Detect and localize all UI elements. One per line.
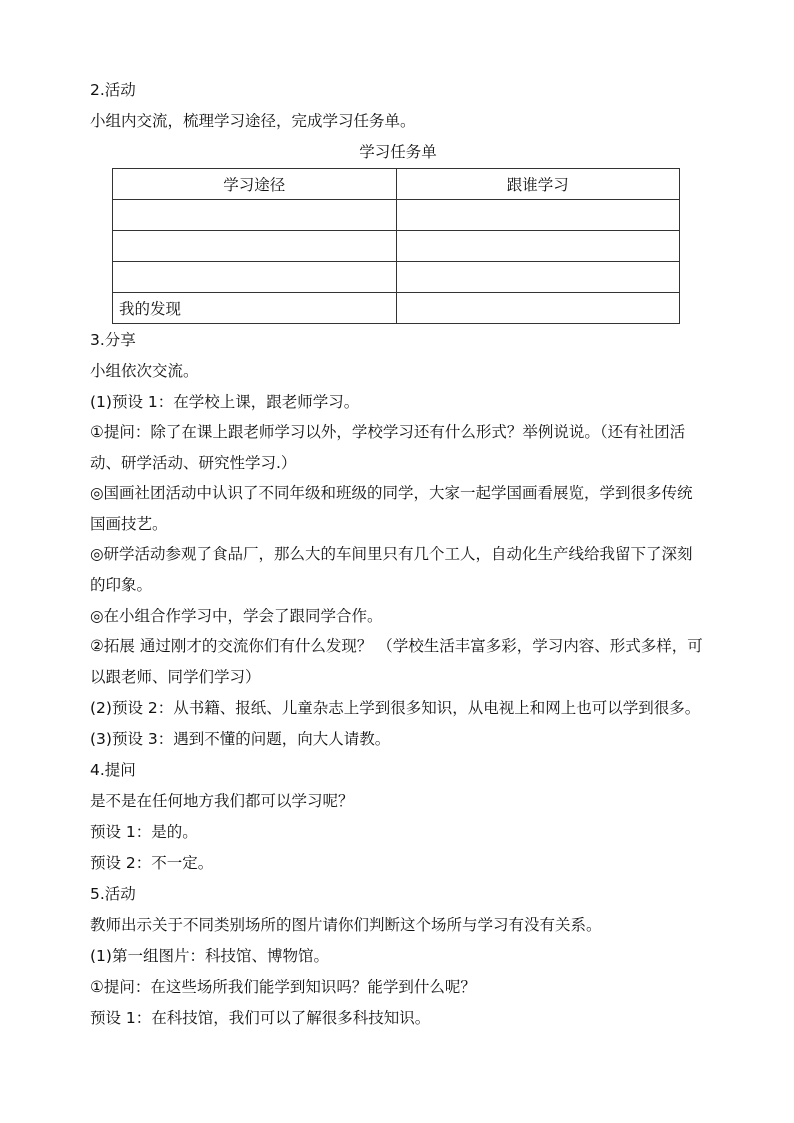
section-4-heading: 4.提问 <box>90 761 136 779</box>
section-4-preset-1: 预设 1：是的。 <box>90 823 198 841</box>
table-row <box>113 293 680 324</box>
table-cell <box>396 231 680 262</box>
table-cell <box>113 231 397 262</box>
table-header-cell: 学习途径 <box>113 169 397 200</box>
table-row <box>113 200 680 231</box>
table-header-row <box>113 169 680 200</box>
table-cell: 我的发现 <box>113 293 397 324</box>
section-5-group-1: (1)第一组图片：科技馆、博物馆。 <box>90 947 329 965</box>
section-5-text: 教师出示关于不同类别场所的图片请你们判断这个场所与学习有没有关系。 <box>90 916 602 934</box>
section-3-bullet-3: ◎在小组合作学习中，学会了跟同学合作。 <box>90 607 383 625</box>
table-cell <box>396 262 680 293</box>
table-row <box>113 262 680 293</box>
task-sheet-title: 学习任务单 <box>359 143 437 161</box>
section-3-question-1: ①提问：除了在课上跟老师学习以外，学校学习还有什么形式？举例说说。（还有社团活动、研学活动、研究性学习.） <box>90 423 686 472</box>
section-3-preset-2: (2)预设 2：从书籍、报纸、儿童杂志上学到很多知识，从电视上和网上也可以学到很多。 <box>90 699 701 717</box>
section-4-text: 是不是在任何地方我们都可以学习呢？ <box>90 792 354 810</box>
section-2-heading: 2.活动 <box>90 81 136 99</box>
task-sheet-table <box>112 168 680 324</box>
table-header-cell: 跟谁学习 <box>396 169 680 200</box>
table-cell <box>113 200 397 231</box>
document-page <box>90 80 710 1039</box>
section-5-preset-1: 预设 1：在科技馆，我们可以了解很多科技知识。 <box>90 1009 431 1027</box>
section-3-bullet-1: ◎国画社团活动中认识了不同年级和班级的同学，大家一起学国画看展览，学到很多传统国画技艺。 <box>90 484 693 533</box>
section-5-heading: 5.活动 <box>90 885 136 903</box>
table-row <box>113 231 680 262</box>
section-5-question-1: ①提问：在这些场所我们能学到知识吗？能学到什么呢？ <box>90 978 476 996</box>
section-3-preset-3: (3)预设 3：遇到不懂的问题，向大人请教。 <box>90 730 391 748</box>
table-cell <box>113 262 397 293</box>
section-3-question-2: ②拓展 通过刚才的交流你们有什么发现？ （学校生活丰富多彩，学习内容、形式多样，可以跟老师、同学们学习） <box>90 637 703 686</box>
table-cell <box>396 200 680 231</box>
table-cell <box>396 293 680 324</box>
section-3-bullet-2: ◎研学活动参观了食品厂，那么大的车间里只有几个工人，自动化生产线给我留下了深刻的印象。 <box>90 545 693 594</box>
section-3-text: 小组依次交流。 <box>90 362 199 380</box>
section-4-preset-2: 预设 2：不一定。 <box>90 854 214 872</box>
section-3-heading: 3.分享 <box>90 331 136 349</box>
section-3-preset-1: (1)预设 1：在学校上课，跟老师学习。 <box>90 393 360 411</box>
section-2-text: 小组内交流，梳理学习途径，完成学习任务单。 <box>90 112 416 130</box>
